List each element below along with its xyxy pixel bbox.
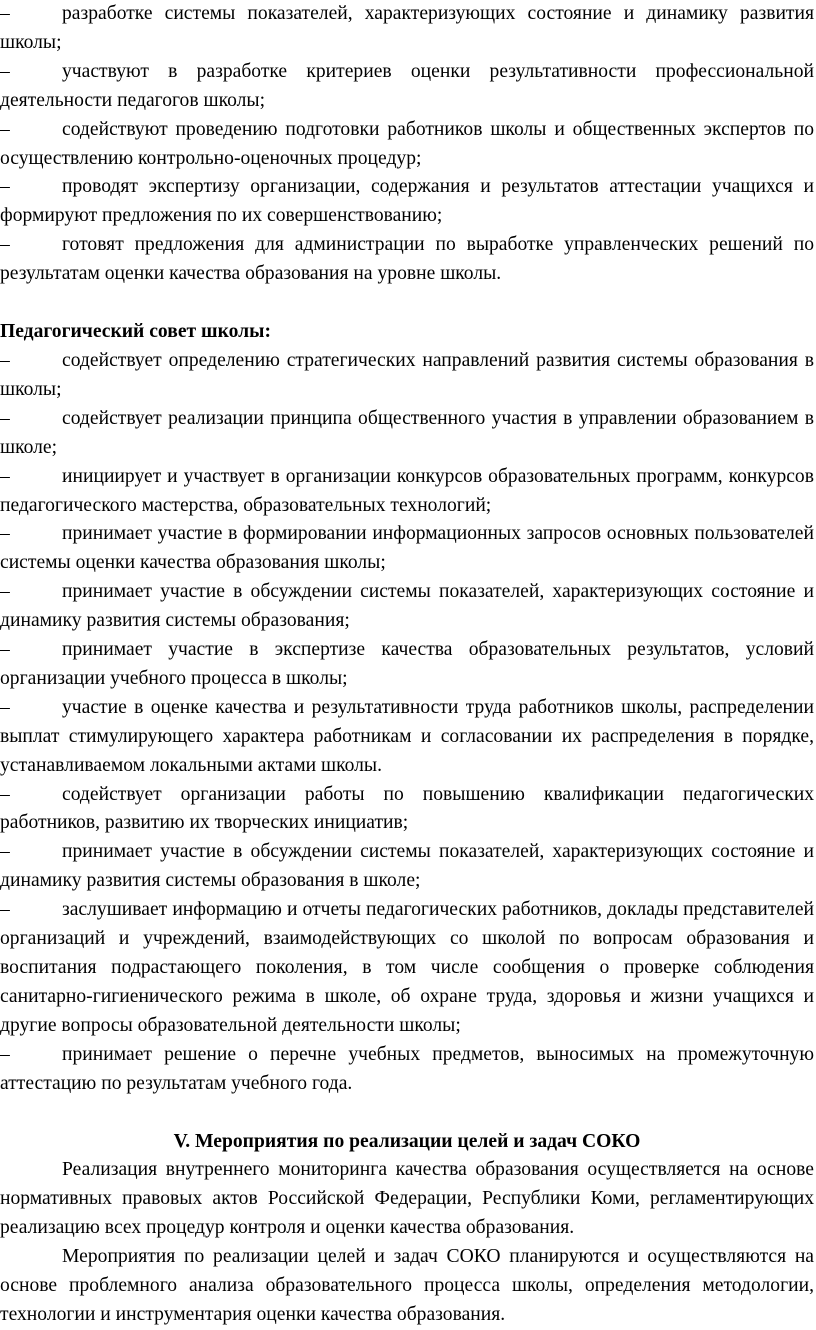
list-item-text: содействует реализации принципа общественного участия в управлении образованием в школе; (0, 407, 814, 458)
dash-marker: – (0, 176, 10, 198)
dash-marker: – (0, 349, 10, 371)
paragraph: Реализация внутреннего мониторинга качества образования осуществляется на основе нормативных правовых актов Российской Федерации, Республики Коми, регламентирующих реализацию всех процедур контроля и оценки качества образования. (0, 1159, 814, 1239)
section-v-heading: V. Мероприятия по реализации целей и задач СОКО (173, 1130, 641, 1152)
dash-marker: – (0, 3, 10, 24)
list-item-text: принимает решение о перечне учебных предметов, выносимых на промежуточную аттестацию по результатам учебного года. (0, 1043, 814, 1094)
list-item-text: содействует определению стратегических направлений развития системы образования в школы; (0, 349, 814, 400)
spacer (0, 289, 814, 318)
dash-marker: – (0, 783, 10, 805)
list-item-text: принимает участие в обсуждении системы показателей, характеризующих состояние и динамику развития системы образования в школе; (0, 841, 814, 892)
list-item (0, 347, 814, 405)
list-item (0, 520, 814, 578)
section-heading: Педагогический совет школы: (0, 321, 271, 343)
list-item (0, 896, 814, 1041)
list-item-text: содействует организации работы по повышению квалификации педагогических работников, развитию их творческих инициатив; (0, 783, 814, 834)
list-item (0, 173, 814, 231)
dash-marker: – (0, 581, 10, 603)
list-item (0, 463, 814, 521)
dash-marker: – (0, 465, 10, 487)
list-item-text: инициирует и участвует в организации конкурсов образовательных программ, конкурсов педагогического мастерства, образовательных технологий; (0, 465, 814, 516)
pedagogical-council-section (0, 318, 814, 1098)
dash-marker: – (0, 696, 10, 718)
list-item (0, 636, 814, 694)
list-item (0, 1041, 814, 1099)
dash-marker: – (0, 60, 10, 82)
dash-marker: – (0, 234, 10, 256)
dash-marker: – (0, 841, 10, 863)
list-item-text: принимает участие в обсуждении системы показателей, характеризующих состояние и динамику развития системы образования; (0, 581, 814, 632)
list-item (0, 58, 814, 116)
list-item-text: принимает участие в экспертизе качества образовательных результатов, условий организации учебного процесса в школы; (0, 639, 814, 689)
list-item-text: принимает участие в формировании информационных запросов основных пользователей системы оценки качества образования школы; (0, 523, 814, 574)
list-item (0, 781, 814, 839)
list-item (0, 405, 814, 463)
list-item-text: разработке системы показателей, характеризующих состояние и динамику развития школы; (0, 3, 814, 53)
duties-list-continued (0, 0, 814, 289)
list-item (0, 116, 814, 174)
list-item (0, 694, 814, 781)
list-item (0, 231, 814, 289)
list-item (0, 578, 814, 636)
list-item (0, 838, 814, 896)
section-v (0, 1128, 814, 1330)
dash-marker: – (0, 899, 10, 921)
paragraph: Мероприятия по реализации целей и задач СОКО планируются и осуществляются на основе проблемного анализа образовательного процесса школы, определения методологии, технологии и инструментария оценки качества образования. (0, 1246, 814, 1325)
list-item-text: готовят предложения для администрации по выработке управленческих решений по результатам оценки качества образования на уровне школы. (0, 234, 814, 285)
list-item-text: участие в оценке качества и результативности труда работников школы, распределении выплат стимулирующего характера работникам и согласовании их распределения в порядке, устанавливаемом локальными актами школы. (0, 696, 814, 776)
list-item (0, 0, 814, 58)
dash-marker: – (0, 407, 10, 429)
dash-marker: – (0, 523, 10, 545)
dash-marker: – (0, 639, 10, 661)
list-item-text: заслушивает информацию и отчеты педагогических работников, доклады представителей организаций и учреждений, взаимодействующих со школой по вопросам образования и воспитания подрастающего поколения, в том числе сообщения о проверке соблюдения санитарно-гигиенического режима в школе, об охране труда, здоровья и жизни учащихся и другие вопросы образовательной деятельности школы; (0, 899, 814, 1036)
list-item-text: проводят экспертизу организации, содержания и результатов аттестации учащихся и формируют предложения по их совершенствованию; (0, 176, 814, 227)
dash-marker: – (0, 118, 10, 140)
list-item-text: участвуют в разработке критериев оценки результативности профессиональной деятельности педагогов школы; (0, 60, 814, 111)
dash-marker: – (0, 1043, 10, 1065)
list-item-text: содействуют проведению подготовки работников школы и общественных экспертов по осуществлению контрольно-оценочных процедур; (0, 118, 814, 169)
spacer (0, 1099, 814, 1128)
